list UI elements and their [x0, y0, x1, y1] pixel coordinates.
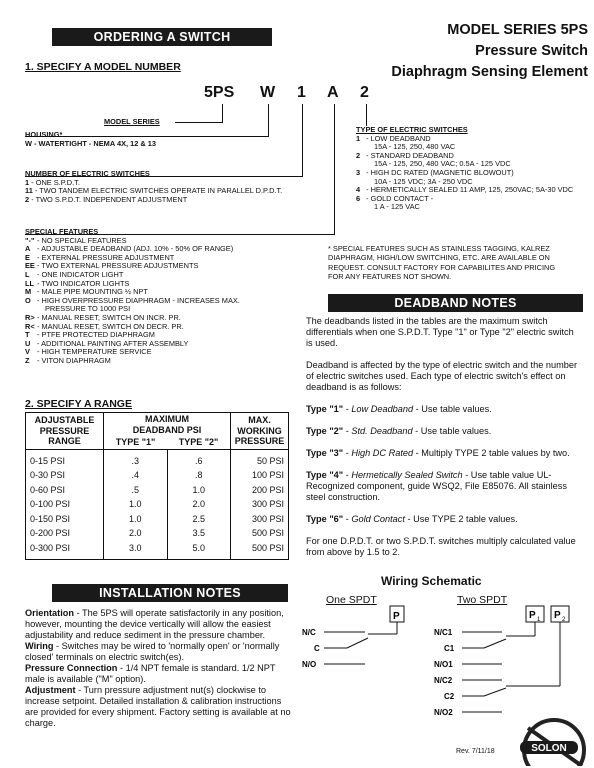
- deadband-title: DEADBAND NOTES: [394, 296, 517, 310]
- elec-label: NUMBER OF ELECTRIC SWITCHES: [25, 169, 150, 178]
- installation-title-bar: [52, 584, 288, 602]
- one-term-c: C: [314, 644, 320, 653]
- type-item: 6 - GOLD CONTACT -: [356, 193, 434, 203]
- housing-label: HOUSING: [25, 130, 60, 139]
- elec-item: 2 - TWO S.P.D.T. INDEPENDENT ADJUSTMENT: [25, 194, 188, 204]
- deadband-type-2: Type "2" - Std. Deadband - Use table values.: [306, 426, 492, 436]
- logo-text: SOLON: [531, 743, 567, 754]
- special-item: PRESSURE TO 1000 PSI: [45, 304, 131, 314]
- special-item: M - MALE PIPE MOUNTING ½ NPT: [25, 287, 148, 297]
- two-p1-sub: 1: [537, 617, 541, 623]
- model-title-line-1: MODEL SERIES 5PS: [447, 22, 588, 38]
- types-label: TYPE OF ELECTRIC SWITCHES: [356, 125, 468, 134]
- special-block: [25, 228, 315, 366]
- wiring-two-label: Two SPDT: [457, 594, 508, 606]
- type-item: 4 - HERMETICALLY SEALED 11 AMP, 125, 250VAC; 5A-30 VDC: [356, 185, 574, 195]
- two-p2-text: P: [554, 610, 561, 621]
- two-term-c2: C2: [444, 692, 455, 701]
- leader-series-h: [175, 122, 223, 123]
- special-item: T - PTFE PROTECTED DIAPHRAGM: [25, 330, 155, 340]
- revision-text: Rev. 7/11/18: [456, 748, 495, 755]
- deadband-p2: Deadband is affected by the type of electric switch and the number of electric switches used. Each type of electric switch's effect on deadband is as follows:: [306, 360, 578, 392]
- install-adjustment: Adjustment - Turn pressure adjustment nut(s) clockwise to increase setpoint. Detailed installation & calibration instructions are provided for every shipment. Factory setting is available at no charge.: [25, 685, 291, 728]
- section1-title: 1. SPECIFY A MODEL NUMBER: [25, 61, 181, 73]
- special-item: "-" - NO SPECIAL FEATURES: [25, 235, 127, 245]
- install-pressure-connection: Pressure Connection - 1/4 NPT female is standard. 1/2 NPT male is available ("M" option).: [25, 663, 276, 684]
- special-item: EE - TWO EXTERNAL PRESSURE ADJUSTMENTS: [25, 261, 199, 271]
- special-item: LL - TWO INDICATOR LIGHTS: [25, 278, 130, 288]
- deadband-p1: The deadbands listed in the tables are the maximum switch differentials when one S.P.D.T. Type "1" or Type "2" electric switch is used.: [306, 316, 574, 348]
- special-item: E - EXTERNAL PRESSURE ADJUSTMENT: [25, 252, 175, 262]
- type-item: 3 - HIGH DC RATED (MAGNETIC BLOWOUT): [356, 167, 514, 177]
- range-table-body: [26, 449, 289, 559]
- special-item: A - ADJUSTABLE DEADBAND (ADJ. 10% - 50% OF RANGE): [25, 244, 234, 254]
- two-p1-text: P: [529, 610, 536, 621]
- special-item: Z - VITON DIAPHRAGM: [25, 355, 111, 365]
- one-term-no: N/O: [302, 660, 317, 669]
- deadband-title-bar: [328, 294, 583, 312]
- code-special: A: [327, 84, 339, 101]
- col-max-working: MAX. WORKING PRESSURE: [231, 413, 289, 450]
- special-item: R> - MANUAL RESET, SWITCH ON INCR. PR.: [25, 312, 181, 322]
- table-row: 0-30 PSI .4 .8 100 PSI: [26, 468, 289, 483]
- leader-special-v: [334, 104, 335, 235]
- special-note: * SPECIAL FEATURES SUCH AS STAINLESS TAGGING, KALREZ DIAPHRAGM, HIGH/LOW SWITCHING, ETC. ARE AVAILABLE ON REQUEST. CONSULT FACTORY FOR CAPABILITES AND PRICING FOR ANY FEATURES NOT SHOWN.: [328, 244, 556, 282]
- leader-type-v: [366, 104, 367, 126]
- code-series: 5PS: [204, 84, 235, 101]
- wiring-title: Wiring Schematic: [381, 574, 482, 588]
- elec-item: 11 - TWO TANDEM ELECTRIC SWITCHES OPERATE IN PARALLEL D.P.D.T.: [25, 186, 283, 196]
- deadband-type-3: Type "3" - High DC Rated - Multiply TYPE 2 table values by two.: [306, 448, 570, 458]
- installation-title: INSTALLATION NOTES: [99, 586, 241, 600]
- table-row: 0-60 PSI .5 1.0 200 PSI: [26, 483, 289, 498]
- special-item: U - ADDITIONAL PAINTING AFTER ASSEMBLY: [25, 338, 189, 348]
- special-label: SPECIAL FEATURES: [25, 227, 99, 236]
- housing-item: W - WATERTIGHT - NEMA 4X, 12 & 13: [25, 138, 156, 148]
- housing-block: [25, 131, 275, 148]
- model-title-line-2: Pressure Switch: [475, 43, 588, 59]
- two-spdt-diagram: [462, 606, 569, 712]
- section2-title: 2. SPECIFY A RANGE: [25, 398, 132, 410]
- table-row: 0-150 PSI 1.0 2.5 300 PSI: [26, 512, 289, 527]
- table-row: 0-300 PSI 3.0 5.0 500 PSI: [26, 541, 289, 559]
- type-item: 1 - LOW DEADBAND: [356, 133, 431, 143]
- installation-notes: [25, 608, 297, 729]
- col-type1: TYPE "1": [104, 436, 168, 449]
- ordering-title-bar: [52, 28, 272, 46]
- model-title-line-3: Diaphragm Sensing Element: [391, 64, 588, 80]
- housing-mark: *: [59, 130, 63, 139]
- special-item: R< - MANUAL RESET, SWITCH ON DECR. PR.: [25, 321, 184, 331]
- code-housing: W: [260, 84, 276, 101]
- two-blade-1: [484, 639, 506, 648]
- type-item: 2 - STANDARD DEADBAND: [356, 150, 454, 160]
- special-item: V - HIGH TEMPERATURE SERVICE: [25, 347, 152, 357]
- two-term-c1: C1: [444, 644, 455, 653]
- one-term-nc: N/C: [302, 628, 316, 637]
- install-wiring: Wiring - Switches may be wired to 'normally open' or 'normally closed' terminals on electric switch(es).: [25, 641, 280, 662]
- deadband-type-1: Type "1" - Low Deadband - Use table values.: [306, 404, 492, 414]
- ordering-title: ORDERING A SWITCH: [93, 30, 231, 44]
- one-spdt-diagram: [324, 606, 404, 664]
- one-blade: [347, 638, 368, 648]
- table-row: 0-200 PSI 2.0 3.5 500 PSI: [26, 526, 289, 541]
- elec-block: [25, 170, 325, 204]
- deadband-notes: [306, 316, 578, 558]
- two-p2-sub: 2: [562, 617, 566, 623]
- special-item: O - HIGH OVERPRESSURE DIAPHRAGM - INCREASES MAX.: [25, 295, 240, 305]
- code-type: 2: [360, 84, 369, 101]
- col-max-deadband: MAXIMUM DEADBAND PSI: [104, 413, 231, 437]
- model-series-label: MODEL SERIES: [104, 117, 160, 126]
- two-term-nc1: N/C1: [434, 628, 453, 637]
- deadband-type-4: Type "4" - Hermetically Sealed Switch - Use table value UL-Recognized component, guide WSQ2, File E85076. All stainless steel construction.: [306, 470, 567, 502]
- install-orientation: Orientation - The 5PS will operate satisfactorily in any position, however, mounting the device vertically will allow the easiest adjustability and reduce sediment in the pressure chamber.: [25, 608, 284, 640]
- special-item: L - ONE INDICATOR LIGHT: [25, 269, 124, 279]
- col-type2: TYPE "2": [167, 436, 231, 449]
- range-table: [25, 412, 289, 560]
- types-block: TYPE OF ELECTRIC SWITCHES 1 - LOW DEADBAND 15A - 125, 250, 480 VAC 2 - STANDARD DEADBAND 15A - 125, 250, 480 VAC; 0.5A - 125 VDC 3 - HIGH DC RATED (MAGNETIC BLOWOUT) 10A - 125 VDC; 3A - 250 VDC 4 - HERMETICALLY SEALED 11 AMP, 125, 250VAC; 5A-30 VDC 6 - GOLD CONTACT - 1 A - 125 VAC: [356, 126, 592, 212]
- one-p-text: P: [393, 611, 400, 622]
- leader-series-v: [222, 104, 223, 122]
- wiring-one-label: One SPDT: [326, 594, 377, 606]
- elec-item: 1 - ONE S.P.D.T.: [25, 177, 80, 187]
- two-term-nc2: N/C2: [434, 676, 453, 685]
- deadband-type-6: Type "6" - Gold Contact - Use TYPE 2 table values.: [306, 514, 518, 524]
- code-elec: 1: [297, 84, 306, 101]
- two-term-no1: N/O1: [434, 660, 453, 669]
- wiring-schematic: [300, 604, 592, 724]
- two-blade-2: [484, 688, 506, 696]
- table-row: 0-15 PSI .3 .6 50 PSI: [26, 449, 289, 468]
- deadband-p3: For one D.P.D.T. or two S.P.D.T. switches multiply calculated value from above by 1.5 to 2.: [306, 536, 576, 557]
- table-row: 0-100 PSI 1.0 2.0 300 PSI: [26, 497, 289, 512]
- col-adj-range: ADJUSTABLE PRESSURE RANGE: [26, 413, 104, 450]
- solon-logo: [514, 714, 590, 766]
- leader-elec-v: [302, 104, 303, 177]
- two-term-no2: N/O2: [434, 708, 453, 717]
- model-title-block: [358, 20, 588, 83]
- model-code: [0, 84, 594, 108]
